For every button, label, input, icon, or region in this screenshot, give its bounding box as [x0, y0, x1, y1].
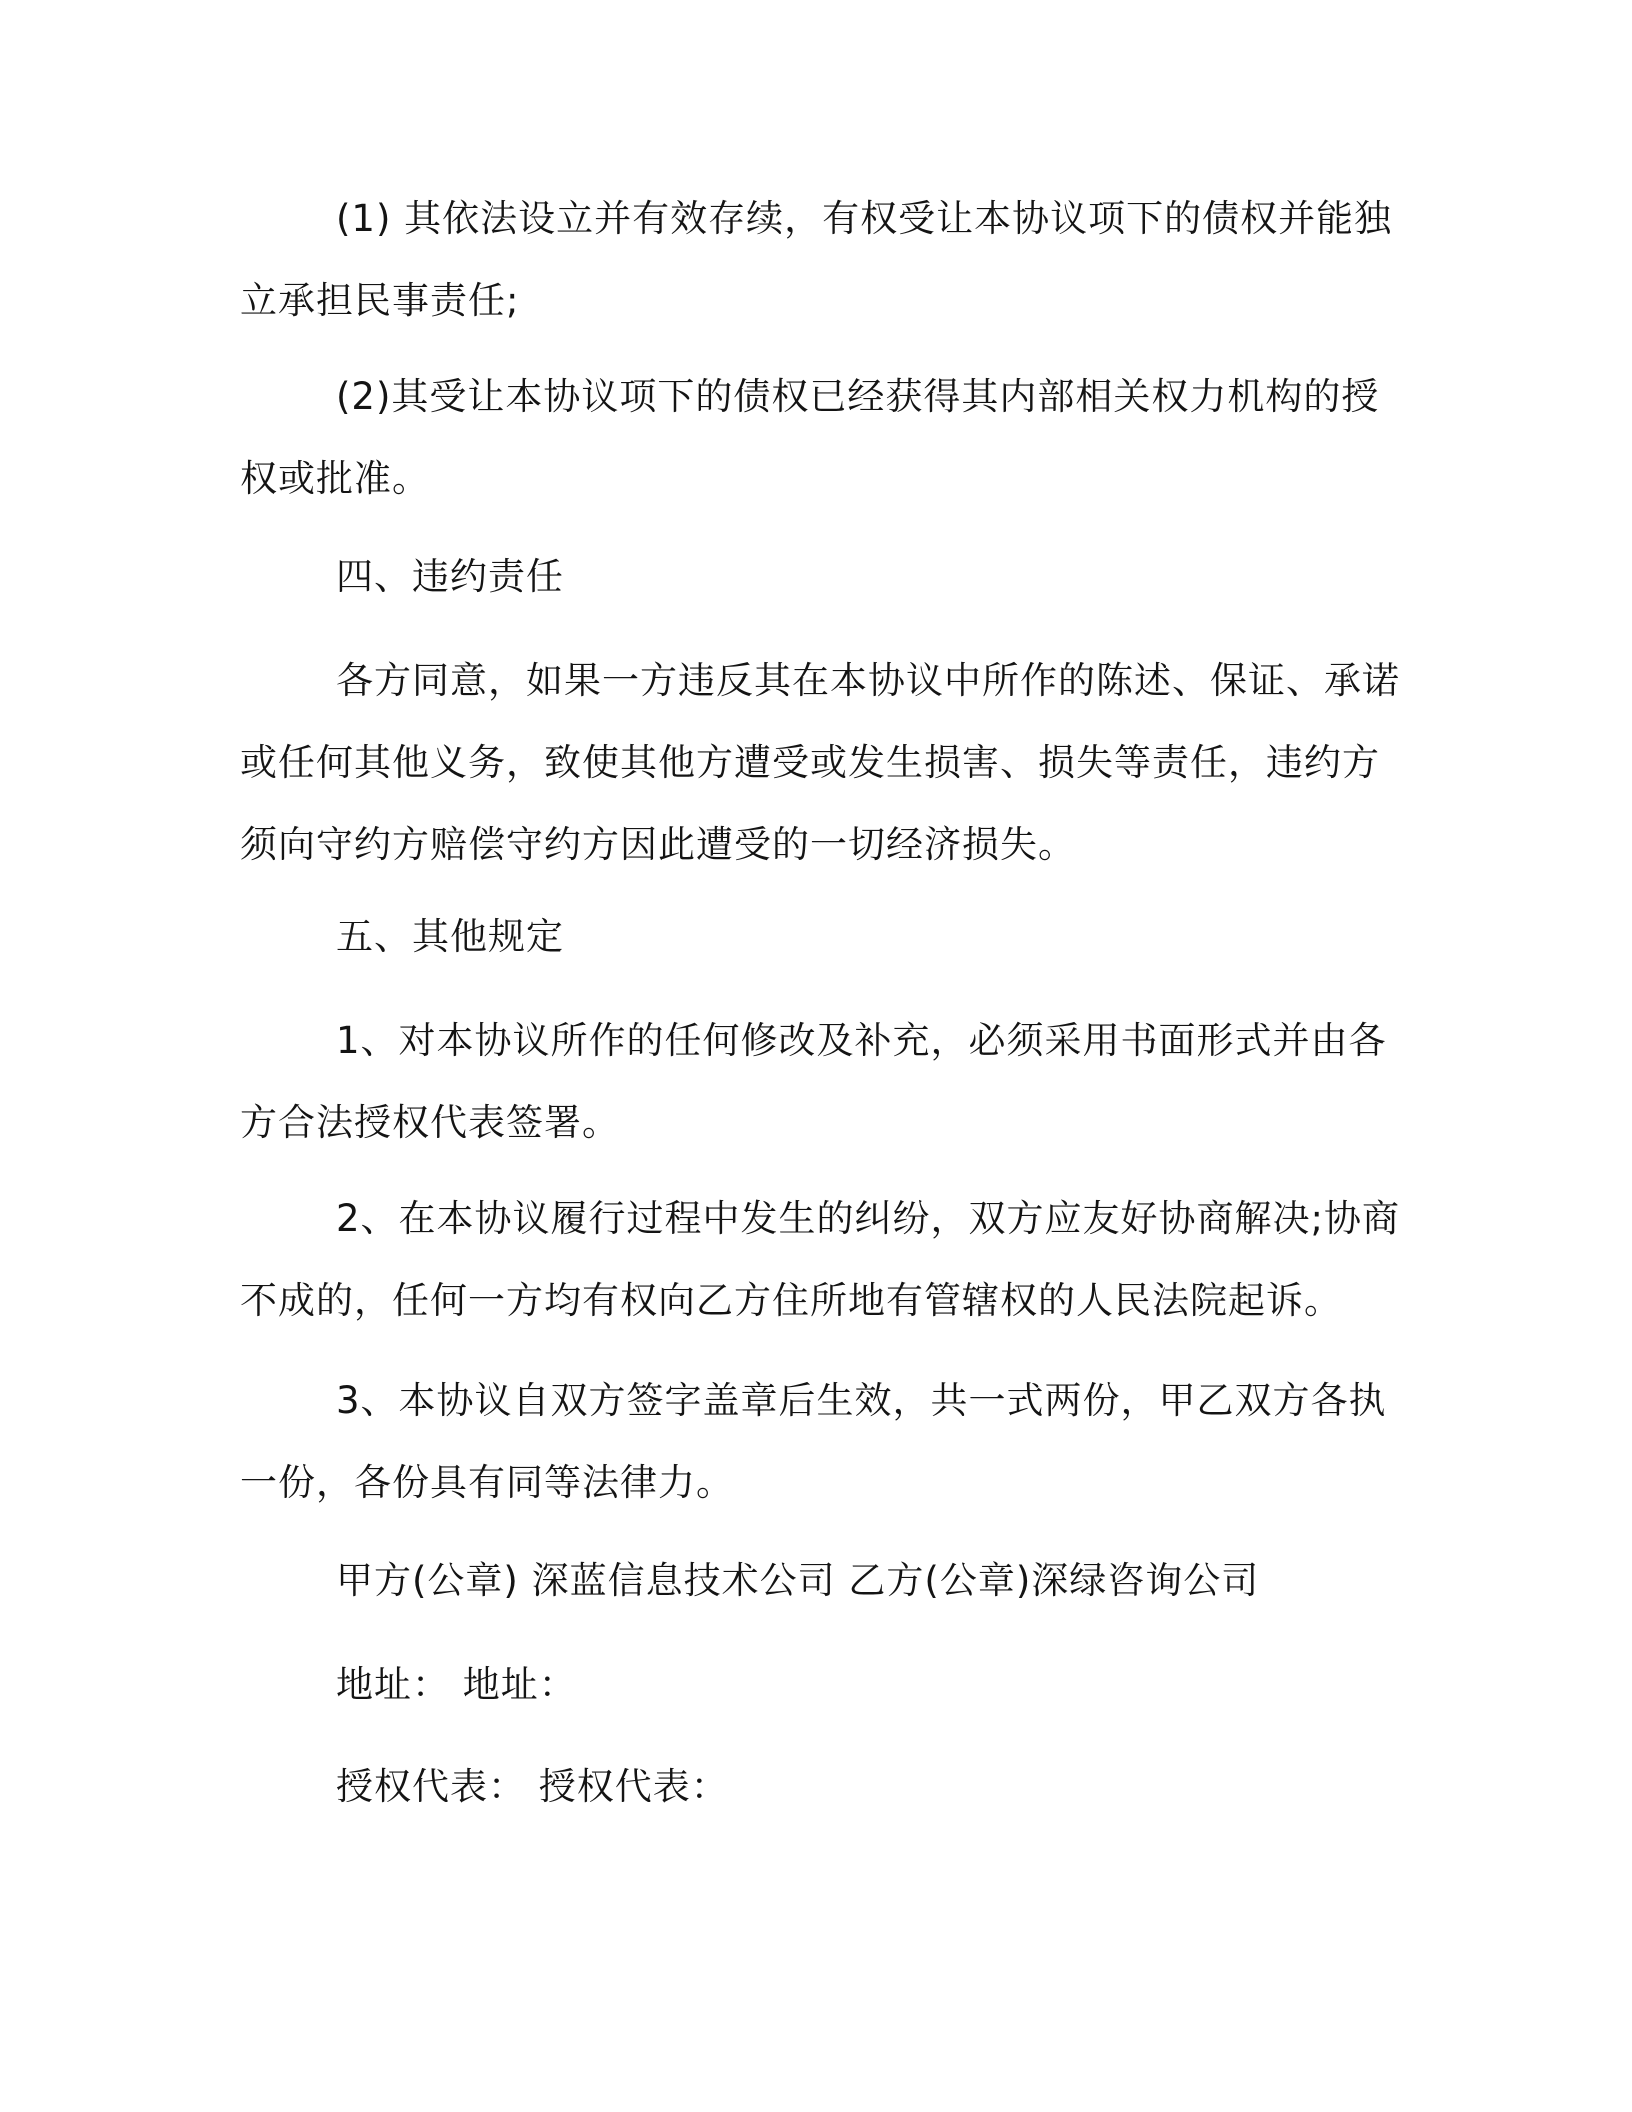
section-heading-other: 五、其他规定 [336, 915, 564, 958]
section-heading-breach: 四、违约责任 [336, 555, 564, 598]
other-clause-3: 3、本协议自双方签字盖章后生效，共一式两份，甲乙双方各执一份，各份具有同等法律力。 [240, 1379, 1387, 1504]
clause-3-1: (1) 其依法设立并有效存续，有权受让本协议项下的债权并能独立承担民事责任; [240, 197, 1393, 322]
other-clause-2: 2、在本协议履行过程中发生的纠纷，双方应友好协商解决;协商不成的，任何一方均有权向乙方住所地有管辖权的人民法院起诉。 [240, 1197, 1401, 1322]
signature-address: 地址： 地址： [336, 1663, 577, 1706]
clause-3-2: (2)其受让本协议项下的债权已经获得其内部相关权力机构的授权或批准。 [240, 375, 1380, 500]
breach-clause: 各方同意，如果一方违反其在本协议中所作的陈述、保证、承诺或任何其他义务，致使其他方遭受或发生损害、损失等责任，违约方须向守约方赔偿守约方因此遭受的一切经济损失。 [240, 659, 1400, 866]
signature-representative: 授权代表： 授权代表： [336, 1765, 729, 1808]
other-clause-1: 1、对本协议所作的任何修改及补充，必须采用书面形式并由各方合法授权代表签署。 [240, 1019, 1387, 1144]
signature-parties: 甲方(公章) 深蓝信息技术公司 乙方(公章)深绿咨询公司 [336, 1559, 1260, 1602]
